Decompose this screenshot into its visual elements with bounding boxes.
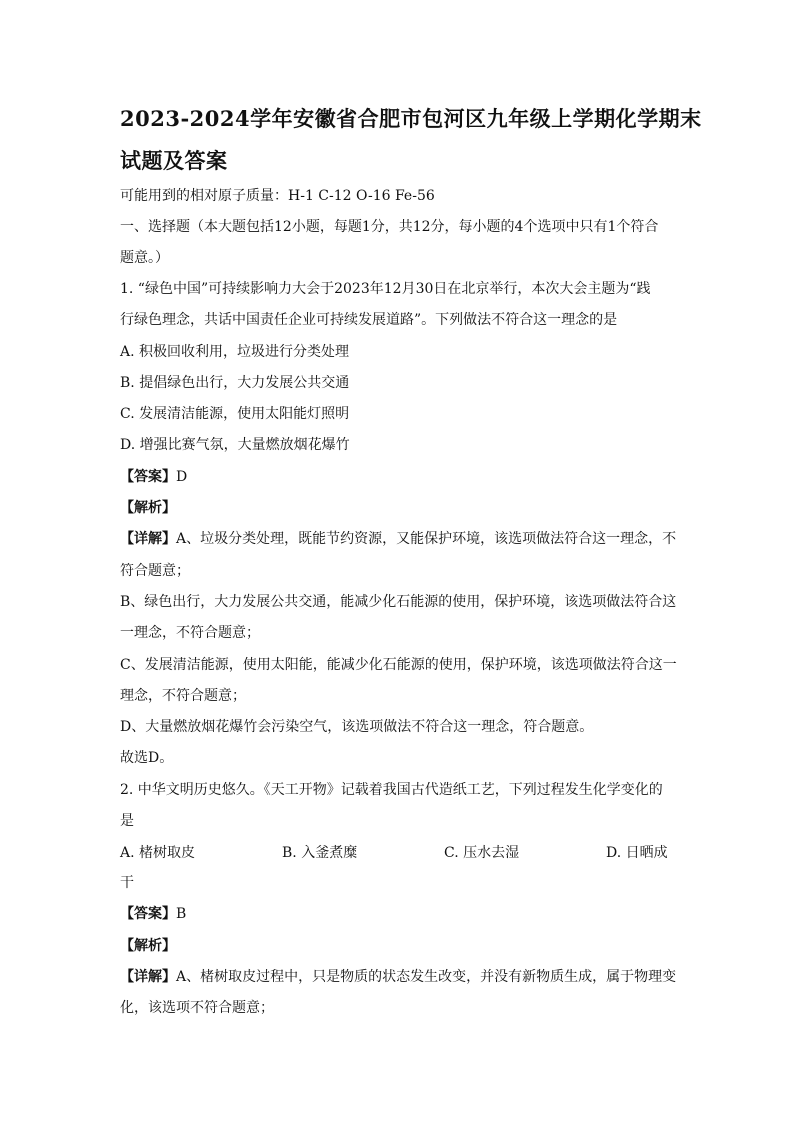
q2-answer-value: B [176, 906, 187, 922]
q1-stem-line1: 1. “绿色中国”可持续影响力大会于2023年12月30日在北京举行，本次大会主题为“践 [120, 281, 651, 297]
q2-stem-line2: 是 [120, 813, 134, 829]
q2-option-a: A. 楮树取皮 [120, 845, 196, 861]
q1-detail-line1 [120, 529, 680, 549]
q2-option-d: D. 日晒成 [606, 845, 668, 861]
q2-option-b: B. 入釜煮糜 [282, 845, 358, 861]
doc-title-line2: 试题及答案 [120, 148, 228, 173]
doc-title-line1: 2023-2024学年安徽省合肥市包河区九年级上学期化学期末 [120, 106, 702, 131]
q2-detail-label: 【详解】 [120, 969, 176, 985]
q2-options-row [120, 842, 680, 862]
q1-option-a: A. 积极回收利用，垃圾进行分类处理 [120, 344, 350, 360]
q1-option-d: D. 增强比赛气氛，大量燃放烟花爆竹 [120, 437, 350, 453]
q1-option-c: C. 发展清洁能源，使用太阳能灯照明 [120, 406, 350, 422]
q1-analysis-label: 【解析】 [120, 500, 176, 516]
q1-answer [120, 467, 680, 487]
q1-detail-line6: 理念，不符合题意； [120, 688, 246, 704]
q2-answer-label: 【答案】 [120, 906, 176, 922]
q2-analysis-label: 【解析】 [120, 938, 176, 954]
q1-stem-line2: 行绿色理念，共话中国责任企业可持续发展道路”。下列做法不符合这一理念的是 [120, 312, 618, 328]
q1-detail-line2: 符合题意； [120, 563, 190, 579]
q1-detail-line3: B、绿色出行，大力发展公共交通，能减少化石能源的使用，保护环境，该选项做法符合这 [120, 594, 677, 610]
section-heading-line1: 一、选择题（本大题包括12小题，每题1分，共12分，每小题的4个选项中只有1个符合 [120, 219, 659, 235]
q2-detail-text: A、楮树取皮过程中，只是物质的状态发生改变，并没有新物质生成，属于物理变 [176, 969, 677, 985]
q2-option-d-wrap: 干 [120, 875, 134, 891]
q2-detail-line1 [120, 967, 680, 987]
q1-detail-line5: C、发展清洁能源，使用太阳能，能减少化石能源的使用，保护环境，该选项做法符合这一 [120, 657, 677, 673]
q1-answer-value: D [176, 469, 188, 485]
q1-conclusion: 故选D。 [120, 750, 174, 766]
q2-answer [120, 904, 680, 924]
atomic-mass-note: 可能用到的相对原子质量：H-1 C-12 O-16 Fe-56 [120, 188, 435, 204]
q2-option-c: C. 压水去湿 [444, 845, 520, 861]
q1-detail-line7: D、大量燃放烟花爆竹会污染空气，该选项做法不符合这一理念，符合题意。 [120, 719, 594, 735]
q1-detail-line4: 一理念，不符合题意； [120, 625, 260, 641]
q1-detail-label: 【详解】 [120, 531, 176, 547]
q2-detail-line2: 化，该选项不符合题意； [120, 1000, 274, 1016]
section-heading-line2: 题意。） [120, 250, 169, 266]
q1-option-b: B. 提倡绿色出行，大力发展公共交通 [120, 375, 350, 391]
q1-detail-text: A、垃圾分类处理，既能节约资源，又能保护环境，该选项做法符合这一理念，不 [176, 531, 677, 547]
q1-answer-label: 【答案】 [120, 469, 176, 485]
q2-stem-line1: 2. 中华文明历史悠久。《天工开物》记载着我国古代造纸工艺，下列过程发生化学变化的 [120, 782, 663, 798]
